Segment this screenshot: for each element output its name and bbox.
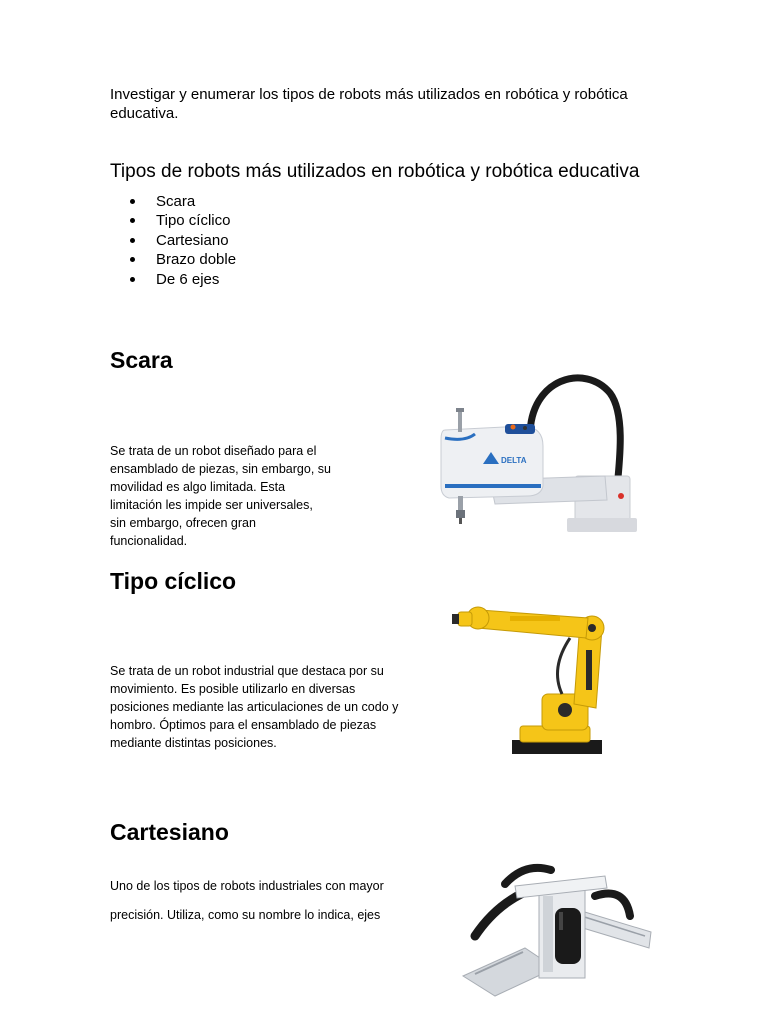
list-item-label: Brazo doble (156, 251, 237, 269)
robot-types-list (110, 192, 236, 289)
list-item (110, 231, 236, 250)
list-item (110, 250, 236, 269)
scara-heading: Scara (110, 347, 173, 373)
cartesiano-heading: Cartesiano (110, 819, 229, 845)
industrial-robot-arm-image (450, 598, 625, 760)
cartesian-robot-image (455, 856, 655, 996)
list-item-label: Cartesiano (156, 231, 229, 249)
list-item-label: Tipo cíclico (156, 212, 231, 230)
bullet-icon (130, 257, 135, 262)
ciclico-description: Se trata de un robot industrial que destaca por su movimiento. Es posible utilizarlo en diversas posiciones mediante las articulaciones de un codo y hombro. Óptimos para el ensamblado de piezas mediante distintas posiciones. (110, 664, 399, 750)
cartesiano-description-line2: precisión. Utiliza, como su nombre lo indica, ejes (110, 908, 381, 922)
list-item (110, 270, 236, 289)
bullet-icon (130, 238, 135, 243)
bullet-icon (130, 218, 135, 223)
intro-paragraph: Investigar y enumerar los tipos de robots más utilizados en robótica y robótica educativa. (110, 86, 628, 122)
scara-description: Se trata de un robot diseñado para el ensamblado de piezas, sin embargo, su movilidad es algo limitada. Esta limitación les impide ser universales, sin embargo, ofrecen gran funcionalidad. (110, 444, 331, 548)
bullet-icon (130, 277, 135, 282)
bullet-icon (130, 199, 135, 204)
list-item (110, 211, 236, 230)
list-item-label: Scara (156, 193, 196, 210)
cartesiano-description-line1: Uno de los tipos de robots industriales con mayor (110, 879, 384, 893)
robot-types-subheading: Tipos de robots más utilizados en robótica y robótica educativa (110, 161, 640, 182)
list-item (110, 192, 236, 211)
scara-robot-image (435, 368, 645, 548)
ciclico-heading: Tipo cíclico (110, 568, 237, 594)
svg-text:DELTA: DELTA (501, 456, 527, 465)
list-item-label: De 6 ejes (156, 270, 220, 288)
